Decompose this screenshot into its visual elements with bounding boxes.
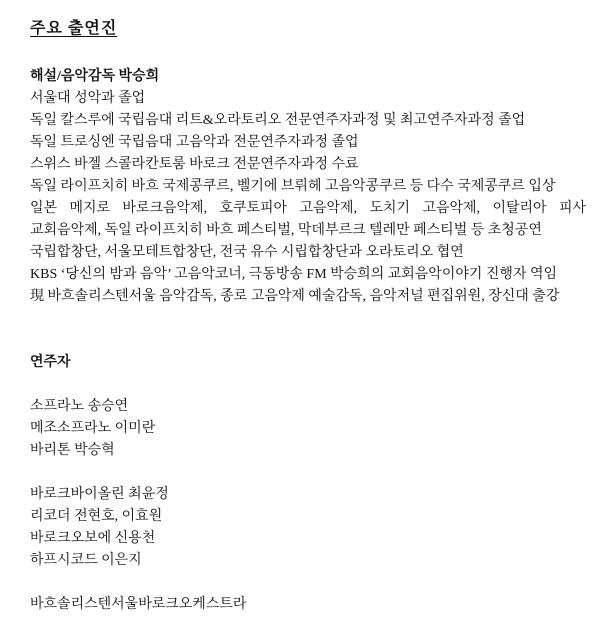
conductor-heading: 해설/음악감독 박승희 (30, 69, 160, 84)
conductor-bio-line: 現 바흐솔리스텐서울 음악감독, 종로 고음악제 예술감독, 음악저널 편집위원, 장신대 출강 (30, 289, 560, 304)
performers-heading: 연주자 (30, 355, 71, 370)
conductor-bio-line: 스위스 바젤 스콜라칸토룸 바로크 전문연주자과정 수료 (30, 157, 359, 172)
conductor-bio-line: 일본 메지로 바로크음악제, 호쿠토피아 고음악제, 도치기 고음악제, 이탈리아 피사 교회음악제, 독일 라이프치히 바흐 페스티벌, 막데부르크 텔레만 페스티벌 등 초청공연 (30, 201, 586, 238)
conductor-bio-line: 국립합창단, 서울모테트합창단, 전국 유수 시립합창단과 오라토리오 협연 (30, 245, 464, 260)
conductor-bio-line: 서울대 성악과 졸업 (30, 91, 146, 106)
vocalist-line: 메조소프라노 이미란 (30, 421, 156, 436)
instrumentalist-line: 하프시코드 이은지 (30, 553, 142, 568)
conductor-bio-line: 독일 칼스루에 국립음대 리트&오라토리오 전문연주자과정 및 최고연주자과정 졸업 (30, 113, 526, 128)
instrumentalist-line: 바로크바이올린 최윤정 (30, 487, 169, 502)
vocalist-line: 소프라노 송승연 (30, 399, 129, 414)
document-title: 주요 출연진 (30, 20, 118, 37)
conductor-bio-line: KBS ‘당신의 밤과 음악’ 고음악코너, 극동방송 FM 박승희의 교회음악이야기 진행자 역임 (30, 267, 558, 282)
instrumentalist-line: 리코더 전현호, 이효원 (30, 509, 163, 524)
conductor-bio-line: 독일 트로싱엔 국립음대 고음악과 전문연주자과정 졸업 (30, 135, 359, 150)
instrumentalist-line: 바로크오보에 신용천 (30, 531, 156, 546)
conductor-section (30, 66, 586, 308)
conductor-bio-line: 독일 라이프치히 바흐 국제콩쿠르, 벨기에 브뤼헤 고음악콩쿠르 등 다수 국제콩쿠르 입상 (30, 179, 556, 194)
vocalist-line: 바리톤 박승혁 (30, 443, 115, 458)
performers-section (30, 352, 586, 616)
ensemble-name: 바흐솔리스텐서울바로크오케스트라 (30, 597, 247, 612)
